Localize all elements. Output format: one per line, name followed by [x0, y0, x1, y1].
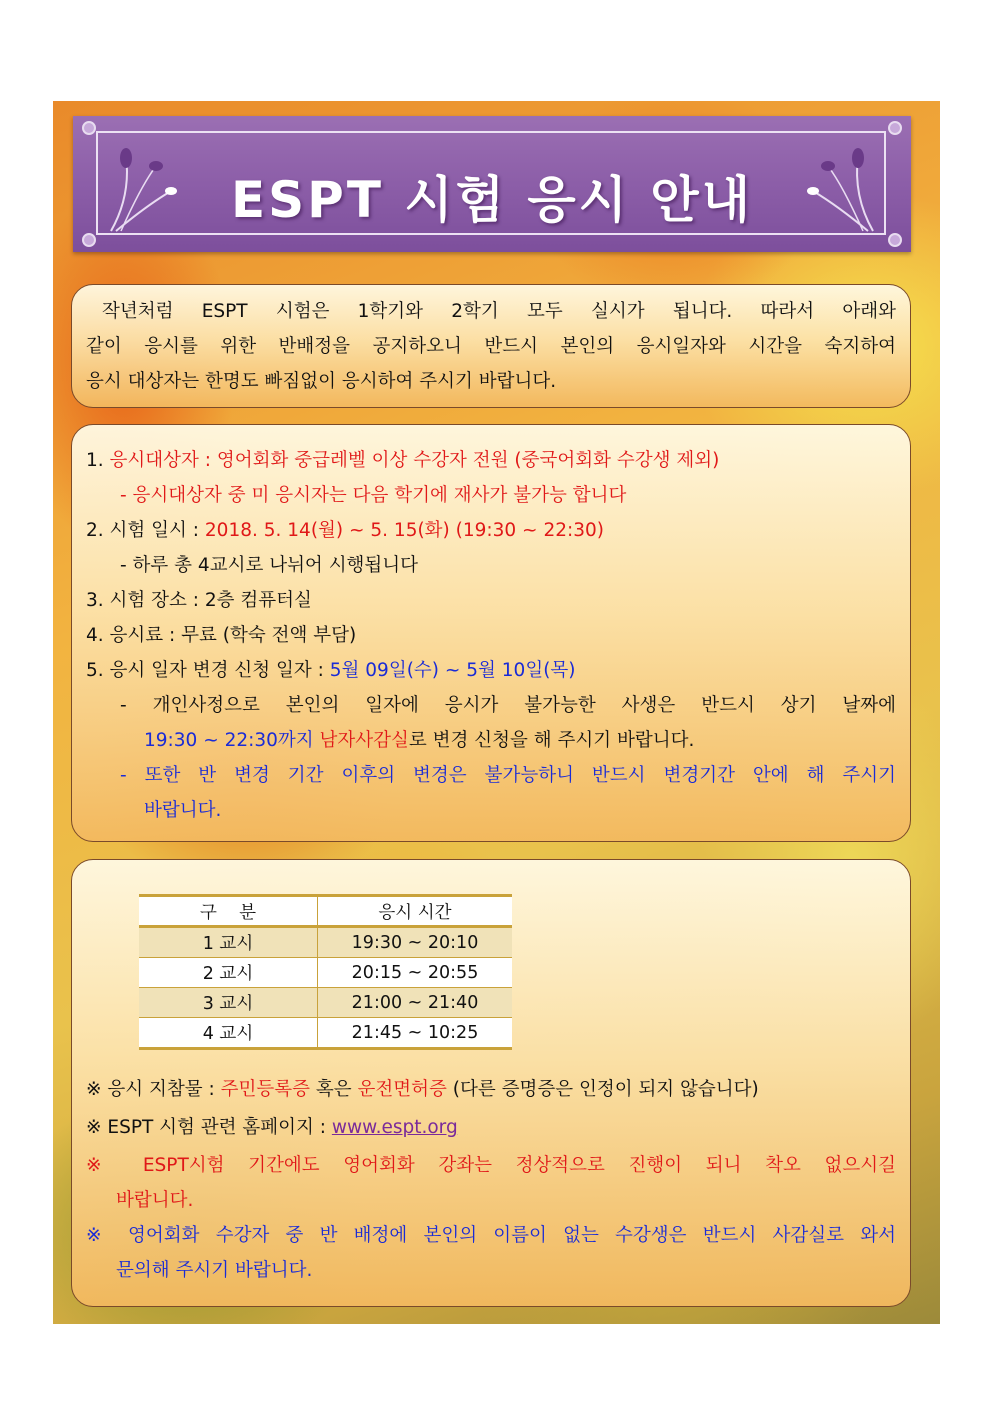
note-1-license: 운전면허증 [357, 1079, 447, 1100]
time-cell: 19:30 ~ 20:10 [318, 927, 513, 958]
note-missing-name: ※ 영어회화 수강자 중 반 배정에 본인의 이름이 없는 수강생은 반드시 사감실로 와서 [86, 1225, 896, 1246]
table-header-row [139, 896, 512, 927]
item-1 [86, 446, 896, 472]
note-class-continues-2: 바랍니다. [116, 1190, 194, 1211]
column-header-period: 구 분 [139, 896, 318, 927]
corner-ornament-icon [82, 121, 96, 135]
intro-line-2: 같이 응시를 위한 반배정을 공지하오니 반드시 본인의 응시일자와 시간을 숙지하여 [86, 336, 896, 357]
item-1-number: 1. [86, 450, 104, 471]
note-missing-name-2: 문의해 주시기 바랍니다. [116, 1260, 313, 1281]
table-row [139, 1018, 512, 1049]
page-title: ESPT 시험 응시 안내 [231, 171, 753, 229]
schedule-table [139, 894, 512, 1050]
corner-ornament-icon [82, 233, 96, 247]
item-5-text: 5월 09일(수) ~ 5월 10일(목) [329, 660, 576, 681]
schedule-box [71, 859, 911, 1307]
item-4: 4. 응시료 : 무료 (학숙 전액 부담) [86, 625, 357, 646]
table-row [139, 958, 512, 988]
item-2-sub: - 하루 총 4교시로 나뉘어 시행됩니다 [120, 555, 419, 576]
item-1-label: 응시대상자 : [109, 450, 217, 471]
time-cell: 21:45 ~ 10:25 [318, 1018, 513, 1049]
item-5-time: 19:30 ~ 22:30까지 [144, 730, 320, 751]
note-2-label: ※ ESPT 시험 관련 홈페이지 : [86, 1117, 332, 1138]
note-1-id-card: 주민등록증 [220, 1079, 310, 1100]
item-5-sub-2 [144, 726, 896, 752]
intro-line-1: 작년처럼 ESPT 시험은 1학기와 2학기 모두 실시가 됩니다. 따라서 아래와 [102, 301, 896, 322]
corner-ornament-icon [888, 233, 902, 247]
item-1-sub: - 응시대상자 중 미 응시자는 다음 학기에 재사가 불가능 합니다 [120, 485, 627, 506]
period-cell: 2 교시 [139, 958, 318, 988]
corner-ornament-icon [888, 121, 902, 135]
item-1-text: 영어회화 중급레벨 이상 수강자 전원 (중국어회화 수강생 제외) [216, 450, 720, 471]
item-2-number: 2. [86, 520, 104, 541]
note-1-label: ※ 응시 지참물 : [86, 1079, 221, 1100]
item-2-text: 2018. 5. 14(월) ~ 5. 15(화) (19:30 ~ 22:30) [204, 520, 604, 541]
note-class-continues: ※ ESPT시험 기간에도 영어회화 강좌는 정상적으로 진행이 되니 착오 없으시길 [86, 1155, 896, 1176]
title-banner [73, 116, 911, 252]
column-header-time: 응시 시간 [318, 896, 513, 927]
period-cell: 1 교시 [139, 927, 318, 958]
time-cell: 21:00 ~ 21:40 [318, 988, 513, 1018]
item-5-sub-3: - 또한 반 변경 기간 이후의 변경은 불가능하니 반드시 변경기간 안에 해 주시기 [120, 765, 896, 786]
period-cell: 3 교시 [139, 988, 318, 1018]
period-cell: 4 교시 [139, 1018, 318, 1049]
item-2-label: 시험 일시 : [109, 520, 205, 541]
time-cell: 20:15 ~ 20:55 [318, 958, 513, 988]
intro-box [71, 284, 911, 408]
item-5-office: 남자사감실 [319, 730, 409, 751]
item-2 [86, 516, 896, 542]
poster-background [53, 101, 940, 1324]
item-5 [86, 656, 896, 682]
table-row [139, 927, 512, 958]
item-5-sub-4: 바랍니다. [144, 800, 222, 821]
item-3: 3. 시험 장소 : 2층 컴퓨터실 [86, 590, 312, 611]
note-homepage [86, 1113, 896, 1139]
item-5-sub-2-rest: 로 변경 신청을 해 주시기 바랍니다. [408, 730, 695, 751]
note-1-or: 혹은 [309, 1079, 358, 1100]
table-row [139, 988, 512, 1018]
note-1-rest: (다른 증명증은 인정이 되지 않습니다) [446, 1079, 759, 1100]
info-box [71, 424, 911, 842]
note-required-items [86, 1075, 896, 1101]
intro-line-3: 응시 대상자는 한명도 빠짐없이 응시하여 주시기 바랍니다. [86, 371, 557, 392]
item-5-sub-1: - 개인사정으로 본인의 일자에 응시가 불가능한 사생은 반드시 상기 날짜에 [120, 695, 896, 716]
item-5-label: 5. 응시 일자 변경 신청 일자 : [86, 660, 330, 681]
homepage-link[interactable]: www.espt.org [331, 1117, 458, 1138]
